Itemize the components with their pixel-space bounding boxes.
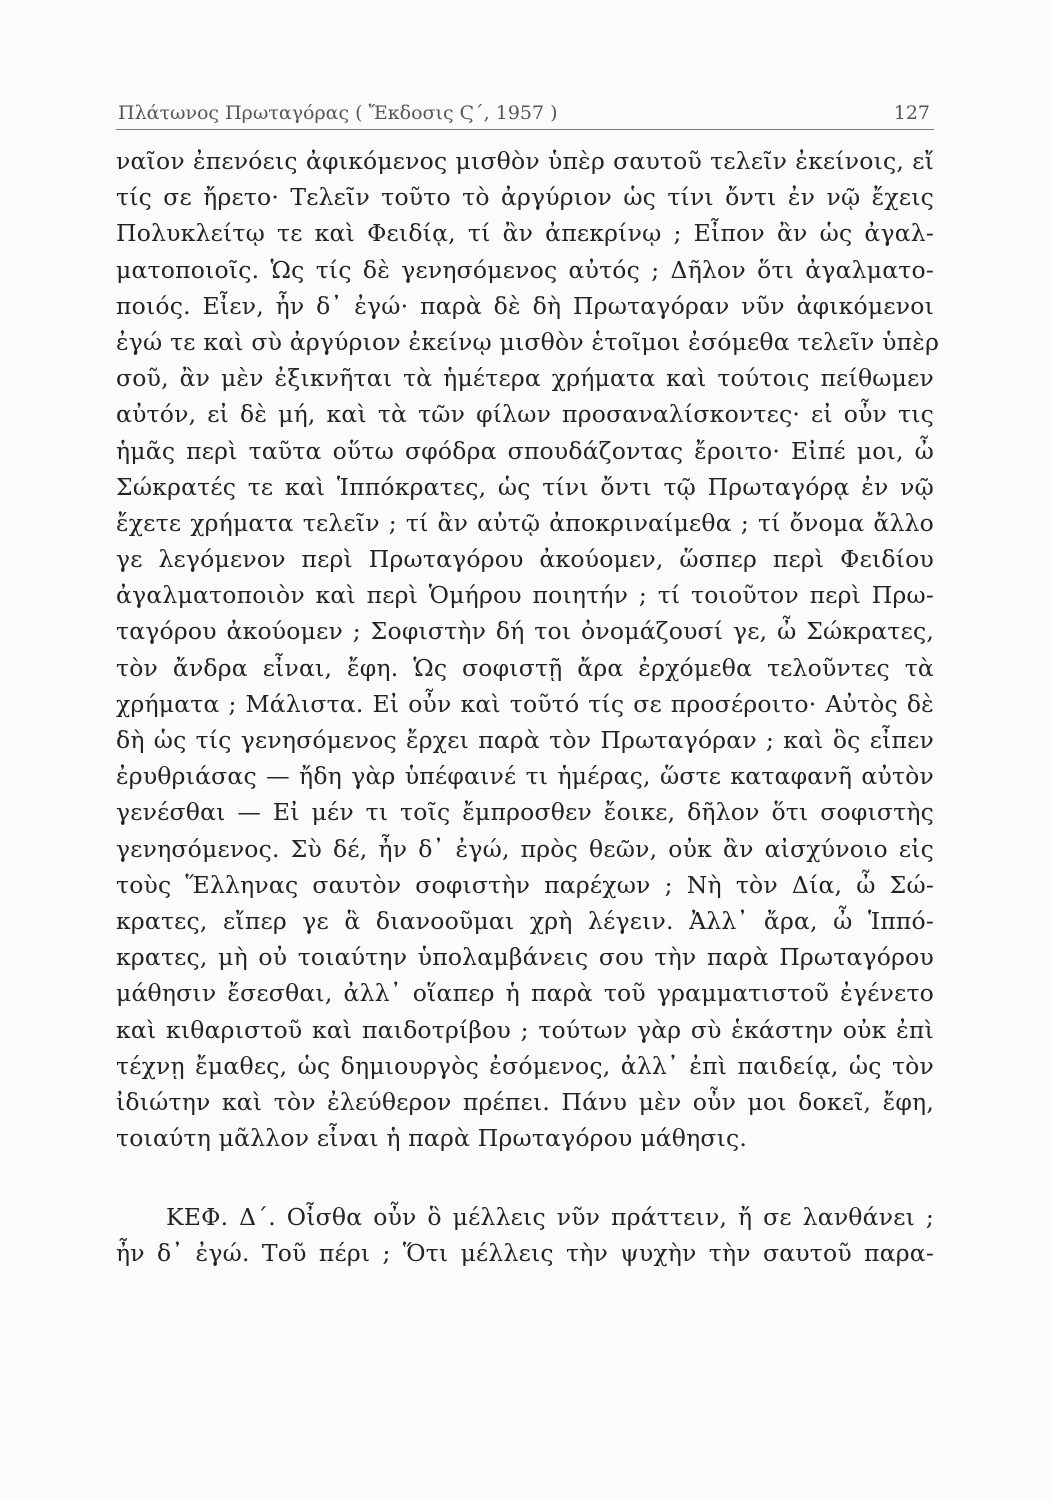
text-line: ΚΕΦ. Δ΄. Οἶσθα οὖν ὃ μέλλεις νῦν πράττειν, ἤ σε λανθάνει ; [166,1203,934,1232]
text-line: ταγόρου ἀκούομεν ; Σοφιστὴν δή τοι ὀνομάζουσί γε, ὦ Σώκρατες, [116,617,934,646]
text-line: κρατες, μὴ οὐ τοιαύτην ὑπολαμβάνεις σου τὴν παρὰ Πρωταγόρου [116,943,934,972]
text-line: καὶ κιθαριστοῦ καὶ παιδοτρίβου ; τούτων γὰρ σὺ ἑκάστην οὐκ ἐπὶ [116,1015,934,1044]
text-line: ἡμᾶς περὶ ταῦτα οὕτω σφόδρα σπουδάζοντας ἔροιτο· Εἰπέ μοι, ὦ [116,436,934,465]
text-line: σοῦ, ἂν μὲν ἐξικνῆται τὰ ἡμέτερα χρήματα καὶ τούτοις πείθωμεν [116,364,934,393]
body-text [116,143,940,1272]
text-line: τοὺς Ἕλληνας σαυτὸν σοφιστὴν παρέχων ; Νὴ τὸν Δία, ὦ Σώ- [116,870,934,899]
text-line: τέχνῃ ἔμαθες, ὡς δημιουργὸς ἐσόμενος, ἀλλ᾿ ἐπὶ παιδείᾳ, ὡς τὸν [116,1051,934,1080]
text-line: ἰδιώτην καὶ τὸν ἐλεύθερον πρέπει. Πάνυ μὲν οὖν μοι δοκεῖ, ἔφη, [116,1087,934,1116]
page-number: 127 [893,102,930,124]
paragraph-1 [116,143,940,1156]
text-line: γενησόμενος. Σὺ δέ, ἦν δ᾿ ἐγώ, πρὸς θεῶν, οὐκ ἂν αἰσχύνοιο εἰς [116,834,934,863]
text-line: δὴ ὡς τίς γενησόμενος ἔρχει παρὰ τὸν Πρωταγόραν ; καὶ ὃς εἶπεν [116,726,934,754]
text-line: ἐρυθριάσας — ἤδη γὰρ ὑπέφαινέ τι ἡμέρας, ὥστε καταφανῆ αὐτὸν [116,762,934,791]
text-line: τὸν ἄνδρα εἶναι, ἔφη. Ὡς σοφιστῇ ἄρα ἐρχόμεθα τελοῦντες τὰ [116,653,934,682]
text-line: ἀγαλματοποιὸν καὶ περὶ Ὁμήρου ποιητήν ; τί τοιοῦτον περὶ Πρω- [116,581,934,610]
text-line: μάθησιν ἔσεσθαι, ἀλλ᾿ οἵαπερ ἡ παρὰ τοῦ γραμματιστοῦ ἐγένετο [116,979,934,1008]
running-header [118,102,930,124]
text-line: γε λεγόμενον περὶ Πρωταγόρου ἀκούομεν, ὥσπερ περὶ Φειδίου [116,545,934,574]
text-line: γενέσθαι — Εἰ μέν τι τοῖς ἔμπροσθεν ἔοικε, δῆλον ὅτι σοφιστὴς [116,798,934,827]
header-title: Πλάτωνος Πρωταγόρας ( Ἔκδοσις Ϛ΄, 1957 ) [118,102,558,124]
text-line: κρατες, εἴπερ γε ἃ διανοοῦμαι χρὴ λέγειν. Ἀλλ᾿ ἄρα, ὦ Ἱππό- [116,906,934,935]
text-line: χρήματα ; Μάλιστα. Εἰ οὖν καὶ τοῦτό τίς σε προσέροιτο· Αὐτὸς δὲ [116,689,934,718]
header-rule [116,129,934,130]
text-line: Σώκρατές τε καὶ Ἱππόκρατες, ὡς τίνι ὄντι τῷ Πρωταγόρᾳ ἐν νῷ [116,472,934,501]
text-line: τίς σε ἤρετο· Τελεῖν τοῦτο τὸ ἀργύριον ὡς τίνι ὄντι ἐν νῷ ἔχεις [116,183,934,212]
text-line: Πολυκλείτῳ τε καὶ Φειδίᾳ, τί ἂν ἀπεκρίνῳ ; Εἶπον ἂν ὡς ἀγαλ- [116,219,934,248]
text-line: αὐτόν, εἰ δὲ μή, καὶ τὰ τῶν φίλων προσαναλίσκοντες· εἰ οὖν τις [116,400,934,429]
paragraph-gap [116,1156,934,1199]
paragraph-2 [116,1199,934,1271]
text-line: ἦν δ᾿ ἐγώ. Τοῦ πέρι ; Ὅτι μέλλεις τὴν ψυχὴν τὴν σαυτοῦ παρα- [116,1239,934,1268]
text-line: ναῖον ἐπενόεις ἀφικόμενος μισθὸν ὑπὲρ σαυτοῦ τελεῖν ἐκείνοις, εἴ [116,147,934,175]
text-line: ἐγώ τε καὶ σὺ ἀργύριον ἐκείνῳ μισθὸν ἑτοῖμοι ἐσόμεθα τελεῖν ὑπὲρ [116,327,940,356]
text-line: ἔχετε χρήματα τελεῖν ; τί ἂν αὐτῷ ἀποκριναίμεθα ; τί ὄνομα ἄλλο [116,508,934,537]
text-line: ποιός. Εἶεν, ἦν δ᾿ ἐγώ· παρὰ δὲ δὴ Πρωταγόραν νῦν ἀφικόμενοι [116,291,934,320]
text-line: τοιαύτη μᾶλλον εἶναι ἡ παρὰ Πρωταγόρου μάθησις. [116,1124,748,1153]
text-line: ματοποιοῖς. Ὡς τίς δὲ γενησόμενος αὐτός ; Δῆλον ὅτι ἀγαλματο- [116,255,934,284]
